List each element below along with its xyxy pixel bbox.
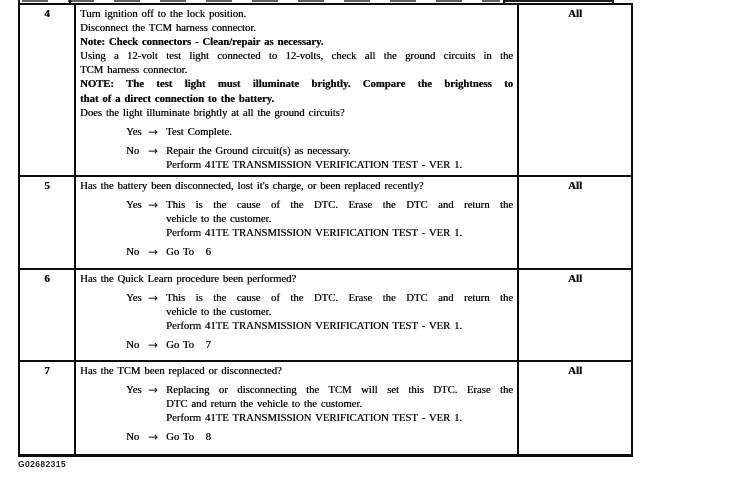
arrow-icon: → xyxy=(148,124,159,139)
arrow-icon: → xyxy=(148,198,159,213)
answer-line: DTC and return the vehicle to the customer. xyxy=(166,398,362,411)
answer-text xyxy=(166,125,513,139)
answer-text xyxy=(166,245,513,259)
answer-line: vehicle to the customer. xyxy=(166,213,272,226)
applicability-cell xyxy=(518,269,632,361)
answer-label: Yes xyxy=(126,292,142,305)
scan-artifact-top-right-edge xyxy=(503,0,614,2)
answer-block xyxy=(126,245,513,259)
answer-text xyxy=(166,144,513,172)
arrow-icon: → xyxy=(148,245,159,260)
statement-line: Using a 12-volt test light connected to 12-volts, check all the ground circuits in the xyxy=(80,50,513,63)
answer-line: Perform 41TE TRANSMISSION VERIFICATION TEST - VER 1. xyxy=(166,412,462,425)
answer-label: No xyxy=(126,339,140,352)
statement-line: TCM harness connector. xyxy=(80,64,188,77)
answer-block xyxy=(126,430,513,444)
instruction-cell xyxy=(75,4,518,176)
answer-line: Go To 7 xyxy=(166,339,211,352)
answer-label: No xyxy=(126,246,140,259)
answer-block xyxy=(126,125,513,139)
answer-label: No xyxy=(126,431,140,444)
answer-line: This is the cause of the DTC. Erase the DTC and return the xyxy=(166,292,513,305)
answer-line: Test Complete. xyxy=(166,125,232,138)
answer-text xyxy=(166,383,513,425)
arrow-icon: → xyxy=(148,430,159,445)
answer-line: Perform 41TE TRANSMISSION VERIFICATION TEST - VER 1. xyxy=(166,158,462,171)
answer-line: Perform 41TE TRANSMISSION VERIFICATION TEST - VER 1. xyxy=(166,320,462,333)
applicability-cell xyxy=(518,176,632,269)
answer-line: Replacing or disconnecting the TCM will set this DTC. Erase the xyxy=(166,384,513,397)
answer-block xyxy=(126,198,513,240)
statement-line: Has the Quick Learn procedure been performed? xyxy=(80,273,297,285)
table-row xyxy=(19,4,632,176)
answer-label: No xyxy=(126,144,140,157)
instruction-cell xyxy=(75,361,518,455)
answer-block xyxy=(126,338,513,352)
applicability-cell xyxy=(518,361,632,455)
statement-line: Has the battery been disconnected, lost it's charge, or been replaced recently? xyxy=(80,180,424,192)
step-number-cell xyxy=(19,269,75,361)
arrow-icon: → xyxy=(148,143,159,158)
applicability-value: All xyxy=(567,273,583,285)
table-row xyxy=(19,269,632,361)
answer-text xyxy=(166,430,513,444)
arrow-icon: → xyxy=(148,383,159,398)
answer-label: Yes xyxy=(126,384,142,397)
statement-line: Does the light illuminate brightly at all the ground circuits? xyxy=(80,106,345,119)
table-row xyxy=(19,176,632,269)
statement-line: Turn ignition off to the lock position. xyxy=(80,8,247,20)
answer-line: Repair the Ground circuit(s) as necessary. xyxy=(166,144,351,157)
figure-id-label: G02682315 xyxy=(18,459,67,469)
applicability-cell xyxy=(518,4,632,176)
instruction-cell xyxy=(75,269,518,361)
table-row xyxy=(19,361,632,455)
answer-block xyxy=(126,144,513,172)
answer-line: This is the cause of the DTC. Erase the DTC and return the xyxy=(166,199,513,212)
applicability-value: All xyxy=(567,365,583,377)
answer-text xyxy=(166,291,513,333)
answer-block xyxy=(126,291,513,333)
step-number: 5 xyxy=(44,180,50,192)
statement-line: Has the TCM been replaced or disconnected? xyxy=(80,365,282,377)
step-number-cell xyxy=(19,176,75,269)
scan-artifact-top-dashes xyxy=(22,0,500,2)
answer-line: Go To 6 xyxy=(166,246,211,259)
answer-block xyxy=(126,383,513,425)
answer-text xyxy=(166,198,513,240)
answer-line: Go To 8 xyxy=(166,431,211,444)
arrow-icon: → xyxy=(148,291,159,306)
statement-line: Note: Check connectors - Clean/repair as necessary. xyxy=(80,36,324,49)
arrow-icon: → xyxy=(148,338,159,353)
applicability-value: All xyxy=(567,8,583,20)
answer-label: Yes xyxy=(126,125,142,138)
step-number-cell xyxy=(19,361,75,455)
step-number: 6 xyxy=(44,273,50,285)
diagnostic-procedure-table xyxy=(18,3,633,457)
step-number-cell xyxy=(19,4,75,176)
applicability-value: All xyxy=(567,180,583,192)
answer-text xyxy=(166,338,513,352)
diagnostic-table-body xyxy=(19,4,632,455)
answer-label: Yes xyxy=(126,199,142,212)
answer-line: vehicle to the customer. xyxy=(166,306,272,319)
answer-line: Perform 41TE TRANSMISSION VERIFICATION TEST - VER 1. xyxy=(166,227,462,240)
step-number: 7 xyxy=(44,365,50,377)
step-number: 4 xyxy=(44,8,50,20)
statement-line: Disconnect the TCM harness connector. xyxy=(80,22,256,35)
statement-line: NOTE: The test light must illuminate brightly. Compare the brightness to xyxy=(80,78,513,91)
statement-line: that of a direct connection to the battery. xyxy=(80,92,275,105)
instruction-cell xyxy=(75,176,518,269)
